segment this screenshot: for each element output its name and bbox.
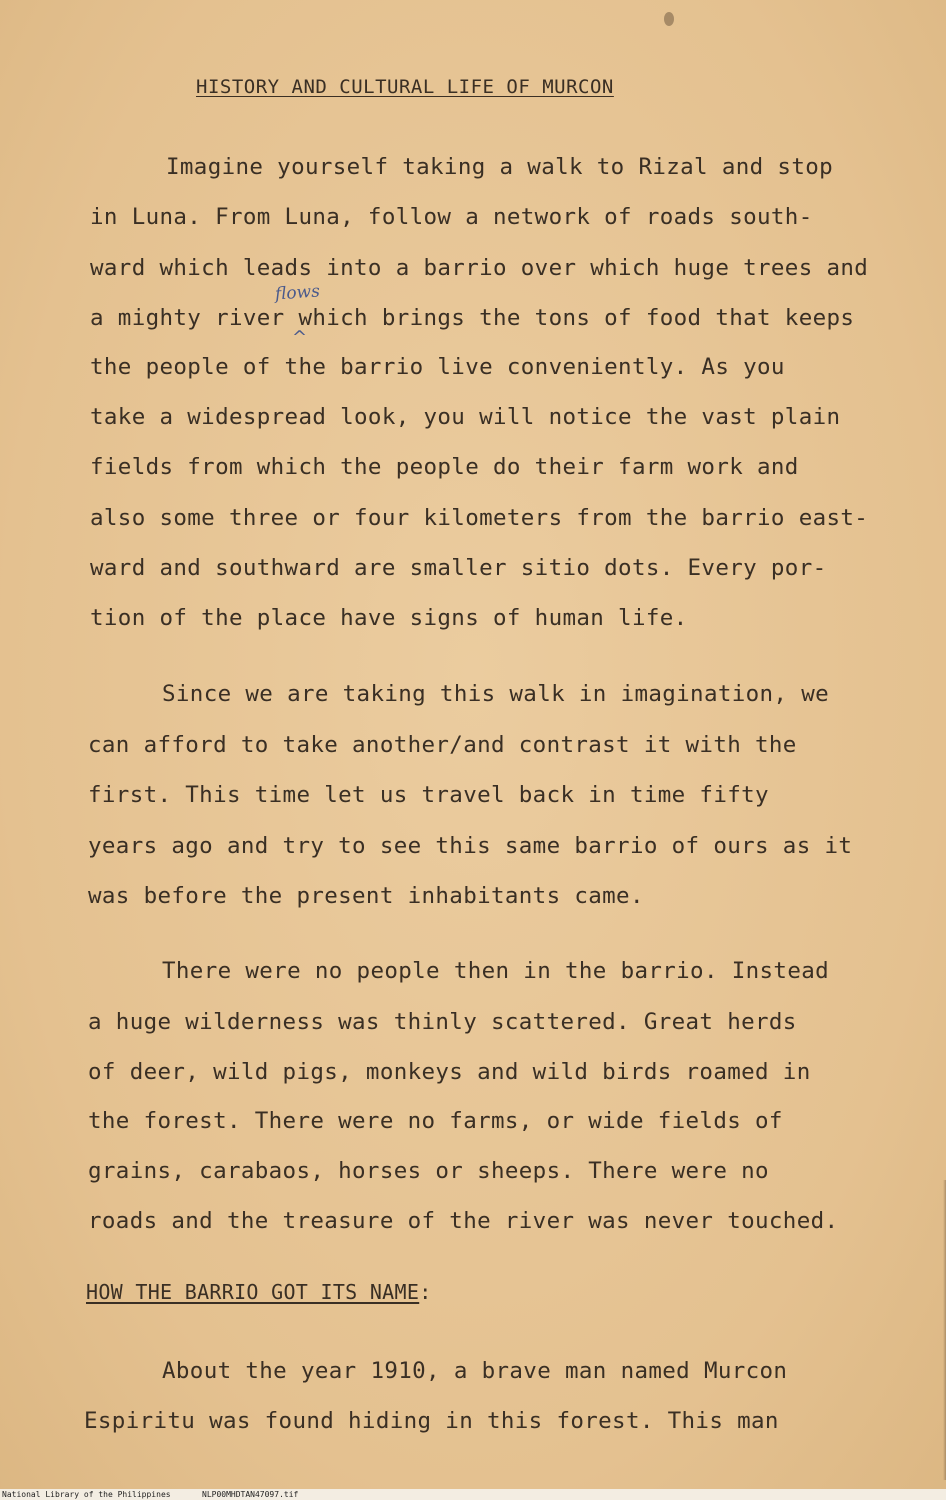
footer-file-id: NLP00MHDTAN47097.tif <box>202 1490 299 1499</box>
paragraph-line: was before the present inhabitants came. <box>88 883 644 909</box>
section-heading-text: HOW THE BARRIO GOT ITS NAME <box>86 1280 420 1304</box>
paragraph-line: ward which leads into a barrio over which huge trees and <box>90 255 869 281</box>
paragraph-line: There were no people then in the barrio. Instead <box>162 958 830 984</box>
paragraph-line: Espiritu was found hiding in this forest. This man <box>84 1408 779 1434</box>
insertion-caret: ^ <box>292 327 308 348</box>
paragraph-line: of deer, wild pigs, monkeys and wild birds roamed in <box>88 1059 811 1085</box>
scan-footer <box>0 1489 946 1500</box>
footer-library: National Library of the Philippines <box>2 1490 171 1499</box>
paragraph-line: the forest. There were no farms, or wide fields of <box>88 1108 783 1134</box>
paragraph-line: roads and the treasure of the river was never touched. <box>88 1208 839 1234</box>
document-title: HISTORY AND CULTURAL LIFE OF MURCON <box>196 76 614 98</box>
paragraph-line: can afford to take another/and contrast it with the <box>88 732 797 758</box>
section-heading <box>86 1280 432 1304</box>
paragraph-line: years ago and try to see this same barrio of ours as it <box>88 833 853 859</box>
paragraph-line: first. This time let us travel back in time fifty <box>88 782 769 808</box>
handwritten-correction: flows <box>274 281 321 305</box>
paragraph-line: in Luna. From Luna, follow a network of roads south- <box>90 204 813 230</box>
paragraph-line: About the year 1910, a brave man named Murcon <box>162 1358 788 1384</box>
paragraph-line: a huge wilderness was thinly scattered. Great herds <box>88 1009 797 1035</box>
punch-mark <box>664 12 674 26</box>
paragraph-line: grains, carabaos, horses or sheeps. There were no <box>88 1158 769 1184</box>
paragraph-line: ward and southward are smaller sitio dots. Every por- <box>90 555 827 581</box>
paragraph-line: take a widespread look, you will notice the vast plain <box>90 404 841 430</box>
paragraph-line: also some three or four kilometers from the barrio east- <box>90 505 869 531</box>
paragraph-line: Imagine yourself taking a walk to Rizal and stop <box>166 154 834 180</box>
section-heading-colon: : <box>419 1280 432 1304</box>
paragraph-line: Since we are taking this walk in imagination, we <box>162 681 830 707</box>
paragraph-line: tion of the place have signs of human life. <box>90 605 688 631</box>
paragraph-line: a mighty river which brings the tons of food that keeps <box>90 305 855 331</box>
paragraph-line: the people of the barrio live conveniently. As you <box>90 354 785 380</box>
paragraph-line: fields from which the people do their farm work and <box>90 454 799 480</box>
